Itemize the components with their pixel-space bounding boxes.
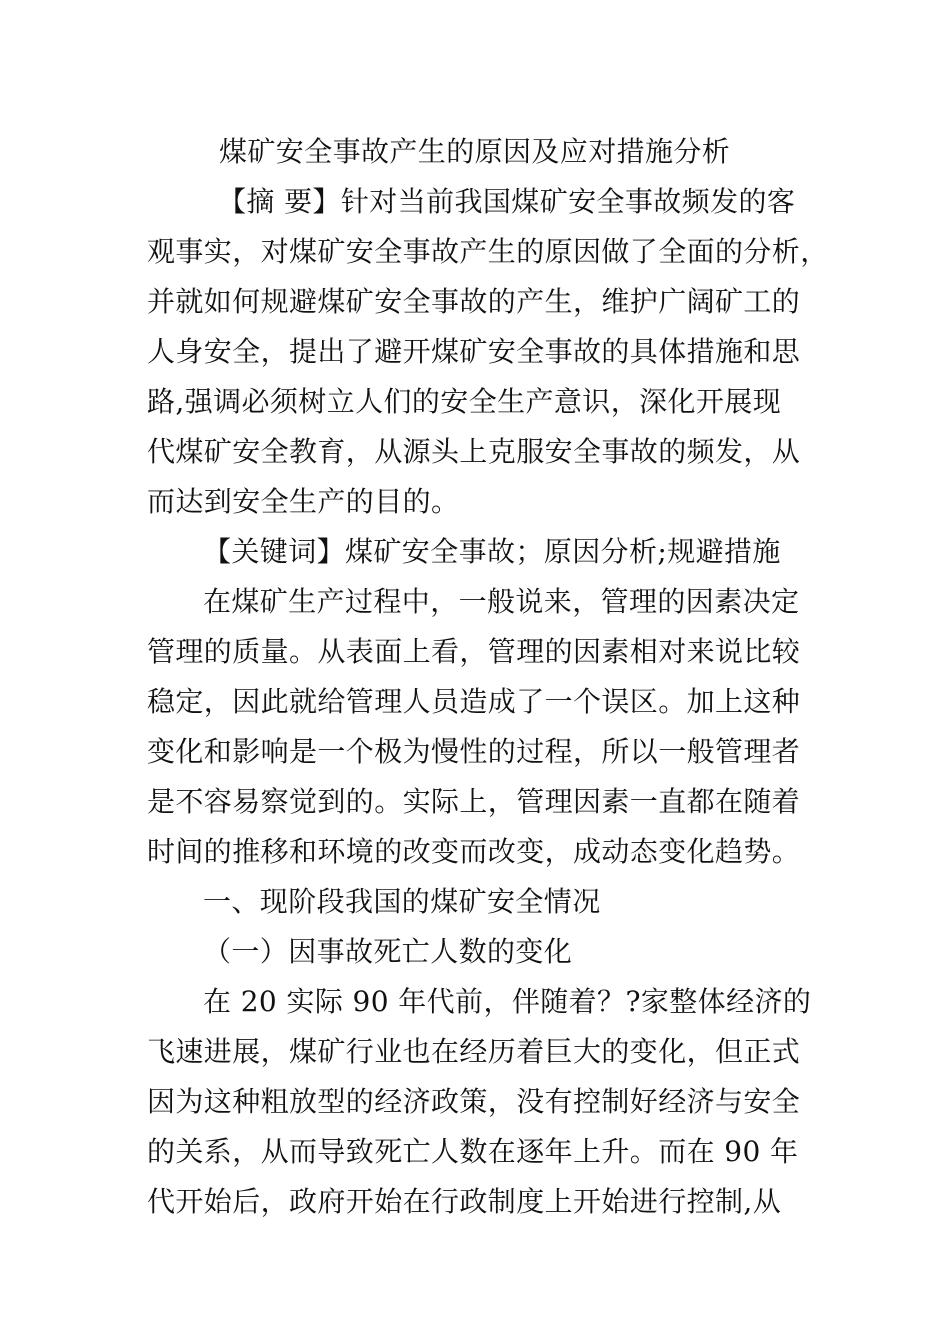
abstract-line: 路,强调必须树立人们的安全生产意识，深化开展现 — [147, 385, 782, 418]
body-line: 因为这种粗放型的经济政策，没有控制好经济与安全 — [147, 1085, 801, 1118]
intro-line: 稳定，因此就给管理人员造成了一个误区。加上这种 — [147, 685, 801, 718]
keywords-line: 【关键词】煤矿安全事故；原因分析;规避措施 — [203, 535, 781, 568]
abstract-line: 【摘 要】针对当前我国煤矿安全事故频发的客 — [218, 185, 796, 218]
abstract-line: 代煤矿安全教育，从源头上克服安全事故的频发，从 — [147, 435, 801, 468]
abstract-line: 而达到安全生产的目的。 — [147, 485, 460, 518]
intro-line: 变化和影响是一个极为慢性的过程，所以一般管理者 — [147, 735, 801, 768]
intro-line: 是不容易察觉到的。实际上，管理因素一直都在随着 — [147, 785, 801, 818]
intro-line: 在煤矿生产过程中，一般说来，管理的因素决定 — [203, 585, 800, 618]
subsection-heading: （一）因事故死亡人数的变化 — [203, 935, 573, 968]
body-line: 的关系，从而导致死亡人数在逐年上升。而在 90 年 — [147, 1135, 799, 1168]
abstract-line: 人身安全，提出了避开煤矿安全事故的具体措施和思 — [147, 335, 801, 368]
body-line: 飞速进展，煤矿行业也在经历着巨大的变化，但正式 — [147, 1035, 801, 1068]
body-line: 代开始后，政府开始在行政制度上开始进行控制,从 — [147, 1185, 782, 1218]
document-title: 煤矿安全事故产生的原因及应对措施分析 — [219, 135, 731, 168]
body-line: 在 20 实际 90 年代前，伴随着？?家整体经济的 — [203, 985, 812, 1018]
intro-line: 时间的推移和环境的改变而改变，成动态变化趋势。 — [147, 835, 801, 868]
intro-line: 管理的质量。从表面上看，管理的因素相对来说比较 — [147, 635, 801, 668]
abstract-line: 并就如何规避煤矿安全事故的产生，维护广阔矿工的 — [147, 285, 801, 318]
abstract-line: 观事实，对煤矿安全事故产生的原因做了全面的分析， — [147, 235, 829, 268]
section-heading: 一、现阶段我国的煤矿安全情况 — [203, 885, 601, 918]
